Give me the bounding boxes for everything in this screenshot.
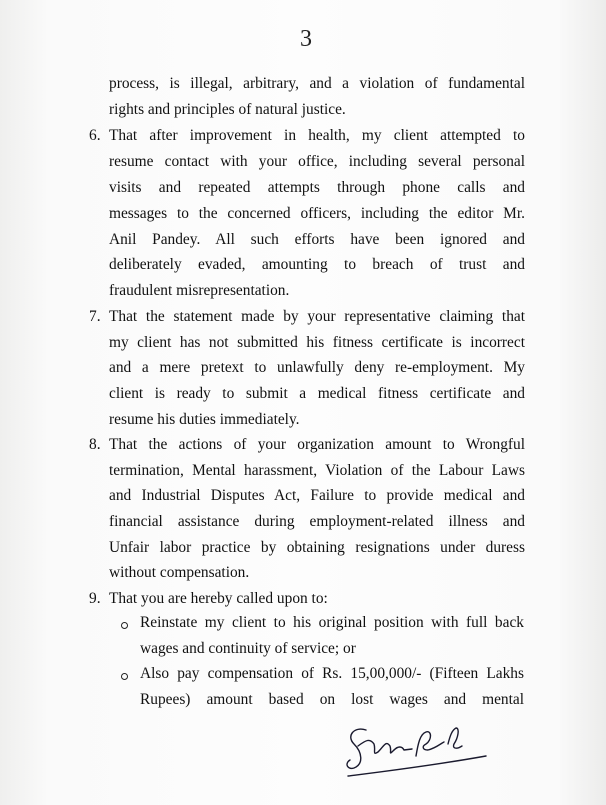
point-line: and Industrial Disputes Act, Failure to provide medical and: [109, 487, 525, 504]
point-number: 7.: [89, 308, 101, 325]
point-number: 6.: [89, 127, 101, 144]
point-line: and a mere pretext to unlawfully deny re-employment. My: [109, 359, 525, 376]
sub-point-line: Also pay compensation of Rs. 15,00,000/- (Fifteen Lakhs: [140, 665, 524, 682]
sub-point-line: Reinstate my client to his original position with full back: [140, 614, 524, 631]
point-line: That the actions of your organization amount to Wrongful: [109, 436, 525, 453]
point-line: resume his duties immediately.: [109, 411, 300, 428]
point-line: resume contact with your office, including several personal: [109, 153, 525, 170]
point-line: That you are hereby called upon to:: [109, 590, 328, 607]
point-line: deliberately evaded, amounting to breach of trust and: [109, 256, 525, 273]
point-line: That the statement made by your representative claiming that: [109, 308, 525, 325]
point-line: Anil Pandey. All such efforts have been ignored and: [109, 231, 525, 248]
continuation-line: rights and principles of natural justice.: [109, 101, 346, 118]
page-number: 3: [300, 26, 312, 52]
point-line: fraudulent misrepresentation.: [109, 282, 290, 299]
point-line: client is ready to submit a medical fitness certificate and: [109, 385, 525, 402]
continuation-line: process, is illegal, arbitrary, and a violation of fundamental: [109, 75, 525, 92]
point-line: without compensation.: [109, 564, 250, 581]
point-line: Unfair labor practice by obtaining resignations under duress: [109, 539, 525, 556]
point-number: 9.: [89, 590, 101, 607]
point-number: 8.: [89, 436, 101, 453]
point-line: messages to the concerned officers, including the editor Mr.: [109, 205, 525, 222]
sub-point-line: Rupees) amount based on lost wages and mental: [140, 691, 524, 708]
point-line: visits and repeated attempts through phone calls and: [109, 179, 525, 196]
signature-icon: [340, 716, 490, 786]
bullet-icon: [121, 673, 128, 680]
point-line: termination, Mental harassment, Violation of the Labour Laws: [109, 462, 525, 479]
point-line: That after improvement in health, my client attempted to: [109, 127, 525, 144]
point-line: my client has not submitted his fitness certificate is incorrect: [109, 334, 525, 351]
point-line: financial assistance during employment-related illness and: [109, 513, 525, 530]
sub-point-line: wages and continuity of service; or: [140, 640, 356, 657]
bullet-icon: [121, 622, 128, 629]
